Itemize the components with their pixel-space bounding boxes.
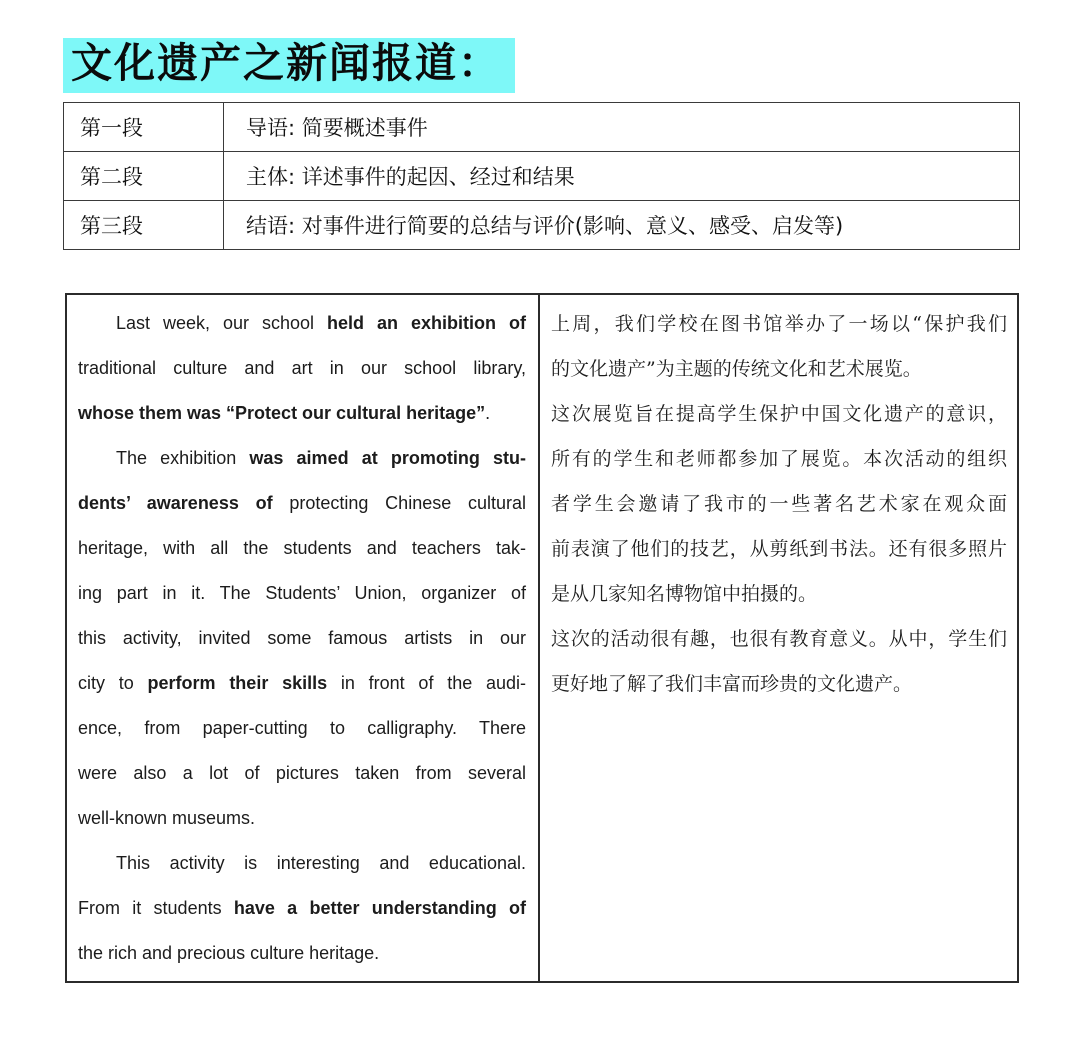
structure-table — [63, 102, 1020, 250]
text-line: city to perform their skills in front of the audi- — [78, 673, 527, 693]
essay-box — [65, 293, 1019, 983]
page-title: 文化遗产之新闻报道： — [63, 38, 515, 93]
text-line: 前表演了他们的技艺，从剪纸到书法。还有很多照片 — [551, 538, 1007, 560]
english-column — [67, 295, 540, 981]
text-line: 的文化遗产”为主题的传统文化和艺术展览。 — [551, 358, 922, 380]
table-cell-paragraph-desc: 主体: 详述事件的起因、经过和结果 — [224, 152, 1020, 201]
text-line: heritage, with all the students and teachers tak- — [78, 538, 527, 558]
table-cell-paragraph-desc: 导语: 简要概述事件 — [224, 103, 1020, 152]
table-row — [64, 201, 1020, 250]
text-line: this activity, invited some famous artists in our — [78, 628, 527, 648]
text-line: Last week, our school held an exhibition of — [116, 313, 527, 333]
text-line: 上周，我们学校在图书馆举办了一场以“保护我们 — [551, 313, 1007, 335]
text-line: well-known museums. — [78, 808, 256, 828]
text-line: The exhibition was aimed at promoting stu- — [116, 448, 527, 468]
table-row — [64, 152, 1020, 201]
text-line: 更好地了解了我们丰富而珍贵的文化遗产。 — [551, 673, 913, 695]
table-cell-paragraph-label: 第一段 — [64, 103, 224, 152]
text-line: 这次的活动很有趣，也很有教育意义。从中，学生们 — [551, 628, 1007, 650]
text-line: ing part in it. The Students’ Union, organizer of — [78, 583, 527, 603]
text-line: 是从几家知名博物馆中拍摄的。 — [551, 583, 818, 605]
text-line: ence, from paper-cutting to calligraphy. There — [78, 718, 527, 738]
text-line: 者学生会邀请了我市的一些著名艺术家在观众面 — [551, 493, 1007, 515]
text-line: dents’ awareness of protecting Chinese cultural — [78, 493, 527, 513]
title-highlight — [63, 38, 515, 93]
text-line: 这次展览旨在提高学生保护中国文化遗产的意识， — [551, 403, 1007, 425]
text-line: the rich and precious culture heritage. — [78, 943, 380, 963]
chinese-column — [540, 295, 1017, 981]
text-line: 所有的学生和老师都参加了展览。本次活动的组织 — [551, 448, 1007, 470]
text-line: This activity is interesting and educational. — [116, 853, 527, 873]
table-row — [64, 103, 1020, 152]
text-line: From it students have a better understanding of — [78, 898, 527, 918]
table-cell-paragraph-label: 第三段 — [64, 201, 224, 250]
table-cell-paragraph-label: 第二段 — [64, 152, 224, 201]
text-line: whose them was “Protect our cultural heritage”. — [78, 403, 491, 423]
text-line: were also a lot of pictures taken from several — [78, 763, 527, 783]
text-line: traditional culture and art in our school library, — [78, 358, 527, 378]
table-cell-paragraph-desc: 结语: 对事件进行简要的总结与评价(影响、意义、感受、启发等) — [224, 201, 1020, 250]
